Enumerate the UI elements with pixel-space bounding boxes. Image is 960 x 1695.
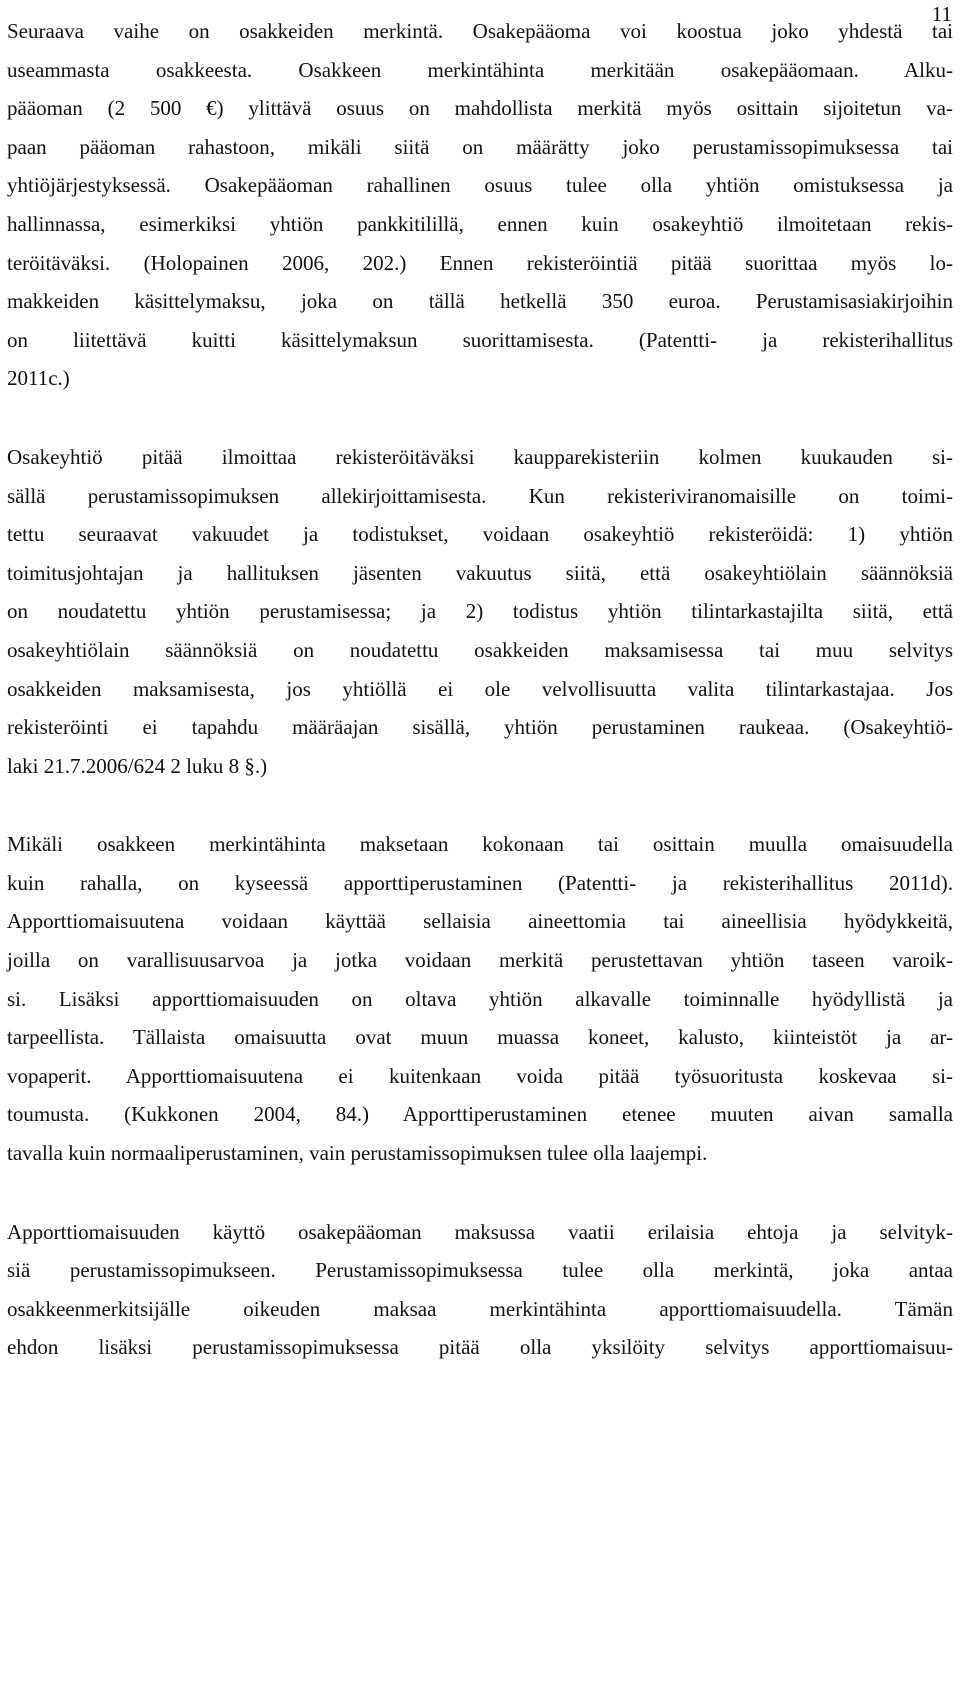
text-line: osakkeiden maksamisesta, jos yhtiöllä ei ole velvollisuutta valita tilintarkastajaa. Jos (7, 676, 953, 701)
text-line: si. Lisäksi apporttiomaisuuden on oltava yhtiön alkavalle toiminnalle hyödyllistä ja (7, 986, 953, 1011)
text-line: tarpeellista. Tällaista omaisuutta ovat muun muassa koneet, kalusto, kiinteistöt ja ar- (7, 1025, 953, 1050)
text-line: joilla on varallisuusarvoa ja jotka voidaan merkitä perustettavan yhtiön taseen varoik- (7, 948, 953, 973)
paragraph-registration (7, 438, 953, 785)
text-line: Seuraava vaihe on osakkeiden merkintä. Osakepääoma voi koostua joko yhdestä tai (7, 19, 953, 43)
paragraph-gap (7, 785, 953, 825)
text-line: tavalla kuin normaaliperustaminen, vain perustamissopimuksen tulee olla laajempi. (7, 1141, 708, 1166)
text-line: tettu seuraavat vakuudet ja todistukset, voidaan osakeyhtiö rekisteröidä: 1) yhtiön (7, 522, 953, 547)
text-line: Apporttiomaisuuden käyttö osakepääoman maksussa vaatii erilaisia ehtoja ja selvityk- (7, 1219, 953, 1244)
text-line: Apporttiomaisuutena voidaan käyttää sellaisia aineettomia tai aineellisia hyödykkeitä, (7, 909, 953, 934)
text-line: pääoman (2 500 €) ylittävä osuus on mahdollista merkitä myös osittain sijoitetun va- (7, 96, 953, 121)
text-line: siä perustamissopimukseen. Perustamissopimuksessa tulee olla merkintä, joka antaa (7, 1258, 953, 1283)
text-line: on liitettävä kuitti käsittelymaksun suorittamisesta. (Patentti- ja rekisterihallitus (7, 327, 953, 352)
text-line: osakeyhtiölain säännöksiä on noudatettu osakkeiden maksamisessa tai muu selvitys (7, 637, 953, 662)
text-line: osakkeenmerkitsijälle oikeuden maksaa merkintähinta apporttiomaisuudella. Tämän (7, 1296, 953, 1321)
text-line: on noudatettu yhtiön perustamisessa; ja 2) todistus yhtiön tilintarkastajilta siitä, että (7, 599, 953, 624)
paragraph-gap (7, 398, 953, 438)
text-line: Osakeyhtiö pitää ilmoittaa rekisteröitäväksi kaupparekisteriin kolmen kuukauden si- (7, 444, 953, 469)
document-body (7, 12, 953, 1367)
paragraph-contribution-conditions (7, 1213, 953, 1367)
text-line: teröitäväksi. (Holopainen 2006, 202.) Ennen rekisteröintiä pitää suorittaa myös lo- (7, 250, 953, 275)
text-line: hallinnassa, esimerkiksi yhtiön pankkitilillä, ennen kuin osakeyhtiö ilmoitetaan rekis- (7, 211, 953, 236)
text-line: paan pääoman rahastoon, mikäli siitä on määrätty joko perustamissopimuksessa tai (7, 134, 953, 159)
paragraph-share-subscription (7, 12, 953, 398)
text-line: vopaperit. Apporttiomaisuutena ei kuitenkaan voida pitää työsuoritusta koskevaa si- (7, 1063, 953, 1088)
text-line: makkeiden käsittelymaksu, joka on tällä hetkellä 350 euroa. Perustamisasiakirjoihin (7, 289, 953, 314)
text-line: sällä perustamissopimuksen allekirjoittamisesta. Kun rekisteriviranomaisille on toimi- (7, 483, 953, 508)
text-line: kuin rahalla, on kyseessä apporttiperustaminen (Patentti- ja rekisterihallitus 2011d). (7, 870, 953, 895)
paragraph-gap (7, 1173, 953, 1213)
text-line: yhtiöjärjestyksessä. Osakepääoman rahallinen osuus tulee olla yhtiön omistuksessa ja (7, 173, 953, 198)
text-line: useammasta osakkeesta. Osakkeen merkintähinta merkitään osakepääomaan. Alku- (7, 57, 953, 82)
text-line: toimitusjohtajan ja hallituksen jäsenten vakuutus siitä, että osakeyhtiölain säännöksiä (7, 560, 953, 585)
text-line: Mikäli osakkeen merkintähinta maksetaan kokonaan tai osittain muulla omaisuudella (7, 832, 953, 857)
text-line: laki 21.7.2006/624 2 luku 8 §.) (7, 753, 268, 778)
paragraph-contribution-in-kind (7, 825, 953, 1172)
text-line: ehdon lisäksi perustamissopimuksessa pitää olla yksilöity selvitys apporttiomaisuu- (7, 1335, 953, 1360)
page-number: 11 (931, 2, 952, 26)
text-line: 2011c.) (7, 366, 70, 391)
text-line: rekisteröinti ei tapahdu määräajan sisällä, yhtiön perustaminen raukeaa. (Osakeyhtiö- (7, 715, 953, 740)
text-line: toumusta. (Kukkonen 2004, 84.) Apporttiperustaminen etenee muuten aivan samalla (7, 1102, 953, 1127)
